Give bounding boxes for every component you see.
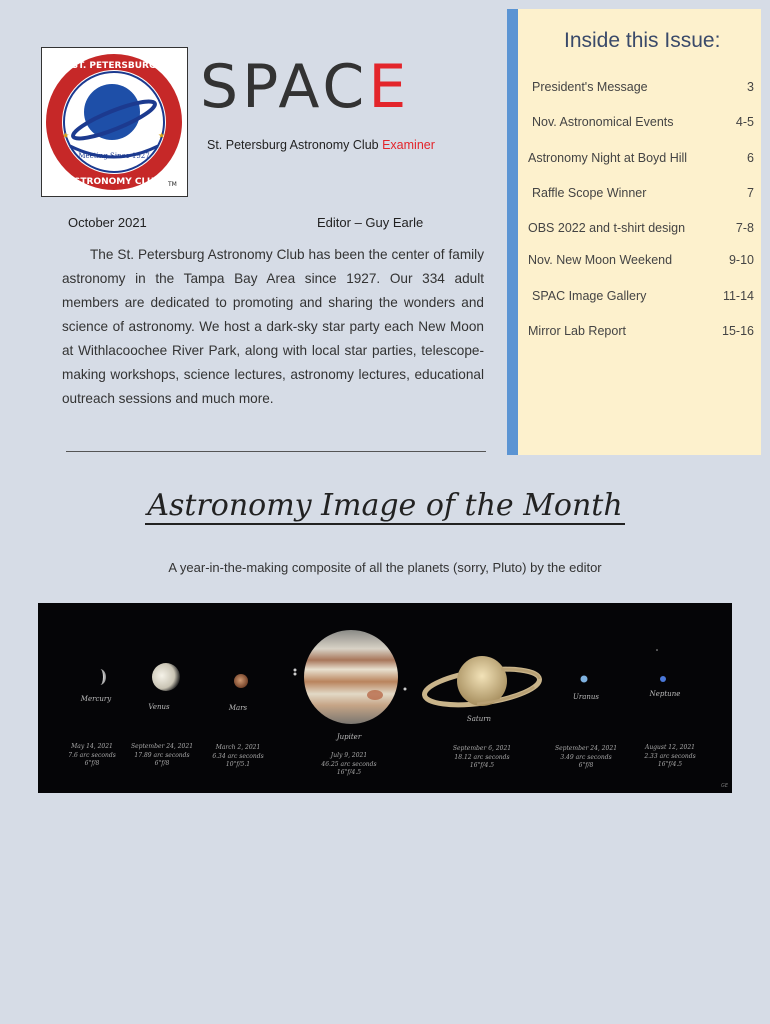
aotm-caption: A year-in-the-making composite of all the planets (sorry, Pluto) by the editor xyxy=(168,560,602,575)
intro-paragraph: The St. Petersburg Astronomy Club has been the center of family astronomy in the Tampa Bay Area since 1927. Our 334 adult members are dedicated to promoting and sharing the wonders and science of astronomy. We host a dark-sky star party each New Moon at Withlacoochee River Park, along with local star parties, telescope-making workshops, science lectures, astronomy lectures, educational outreach sessions and much more. xyxy=(62,247,484,406)
planet-scope: 16"f/4.5 xyxy=(469,762,495,769)
issue-date: October 2021 xyxy=(68,215,147,230)
svg-text:ST. PETERSBURG: ST. PETERSBURG xyxy=(71,61,157,71)
toc-item-label: President's Message xyxy=(532,80,648,94)
toc-item-label: Nov. New Moon Weekend xyxy=(528,253,673,267)
toc-item-page: 7-8 xyxy=(735,221,754,235)
planet-size: 46.25 arc seconds xyxy=(321,760,377,768)
masthead-title-accent: E xyxy=(368,52,411,122)
masthead-title-main: SPAC xyxy=(200,52,369,122)
planet-size: 3.49 arc seconds xyxy=(560,753,612,761)
planet-size: 2.33 arc seconds xyxy=(644,752,696,760)
planet-date: September 6, 2021 xyxy=(452,745,512,752)
planet-name: Jupiter xyxy=(336,733,362,741)
club-seal-icon xyxy=(42,48,187,196)
planet-date: September 24, 2021 xyxy=(554,745,618,752)
planet-info xyxy=(630,744,710,770)
planet-name: Venus xyxy=(148,703,170,711)
planet-name: Neptune xyxy=(649,690,681,698)
planet-date: July 9, 2021 xyxy=(330,752,368,759)
planet-info xyxy=(122,743,202,769)
svg-text:★: ★ xyxy=(158,131,166,140)
aotm-title: Astronomy Image of the Month xyxy=(147,488,623,523)
planet-info xyxy=(546,745,626,771)
planet-scope: 6"f/8 xyxy=(578,762,594,769)
svg-text:★: ★ xyxy=(62,131,70,140)
issue-editor: Editor – Guy Earle xyxy=(317,215,424,230)
toc-item-label: SPAC Image Gallery xyxy=(532,289,647,303)
planet-scope: 16"f/4.5 xyxy=(657,761,683,768)
planet-info xyxy=(52,743,132,769)
svg-text:ASTRONOMY CLUB: ASTRONOMY CLUB xyxy=(66,177,162,187)
planet-name: Mars xyxy=(228,704,248,712)
planet-name: Saturn xyxy=(466,715,492,723)
svg-text:TM: TM xyxy=(168,181,177,188)
planet-name: Mercury xyxy=(80,695,112,703)
masthead-subtitle-main: St. Petersburg Astronomy Club xyxy=(207,138,379,152)
toc-item-label: Astronomy Night at Boyd Hill xyxy=(528,151,688,165)
planet-scope: 16"f/4.5 xyxy=(336,769,362,776)
inside-this-issue-panel xyxy=(507,9,761,455)
planet-scope: 6"f/8 xyxy=(154,760,170,767)
planet-info xyxy=(309,752,389,778)
planet-composite-image xyxy=(38,603,732,793)
toc-item-label: OBS 2022 and t-shirt design xyxy=(528,221,686,235)
planet-name: Uranus xyxy=(572,693,600,701)
planet-size: 18.12 arc seconds xyxy=(454,753,510,761)
planet-info xyxy=(198,744,278,770)
planet-date: March 2, 2021 xyxy=(215,744,261,751)
toc-item-page: 15-16 xyxy=(722,324,754,338)
section-divider xyxy=(66,451,486,452)
planet-size: 17.89 arc seconds xyxy=(134,751,190,759)
toc-item-page: 3 xyxy=(747,80,754,94)
planet-date: August 12, 2021 xyxy=(644,744,696,751)
planet-scope: 10"f/5.1 xyxy=(225,761,251,768)
toc-item-label: Raffle Scope Winner xyxy=(532,186,647,200)
aotm-heading xyxy=(0,488,770,523)
image-signature: GE xyxy=(720,783,728,789)
toc-item-page: 11-14 xyxy=(722,289,754,303)
toc-title: Inside this Issue: xyxy=(564,29,721,52)
toc-item-page: 6 xyxy=(747,151,754,165)
masthead-subtitle-accent: Examiner xyxy=(382,138,435,152)
club-logo xyxy=(41,47,188,197)
masthead-subtitle xyxy=(207,138,435,152)
planet-size: 7.6 arc seconds xyxy=(68,751,116,759)
toc-item-page: 4-5 xyxy=(735,115,754,129)
toc-item-label: Mirror Lab Report xyxy=(528,324,626,338)
masthead-title xyxy=(200,52,411,122)
toc-item-page: 9-10 xyxy=(728,253,754,267)
planet-info xyxy=(442,745,522,771)
toc-item-label: Nov. Astronomical Events xyxy=(532,115,674,129)
planet-scope: 6"f/8 xyxy=(84,760,100,767)
planet-date: September 24, 2021 xyxy=(130,743,194,750)
svg-text:Meeting Since 1927: Meeting Since 1927 xyxy=(78,152,150,160)
planet-date: May 14, 2021 xyxy=(71,743,113,750)
toc-item-page: 7 xyxy=(747,186,754,200)
planet-size: 6.34 arc seconds xyxy=(212,752,264,760)
